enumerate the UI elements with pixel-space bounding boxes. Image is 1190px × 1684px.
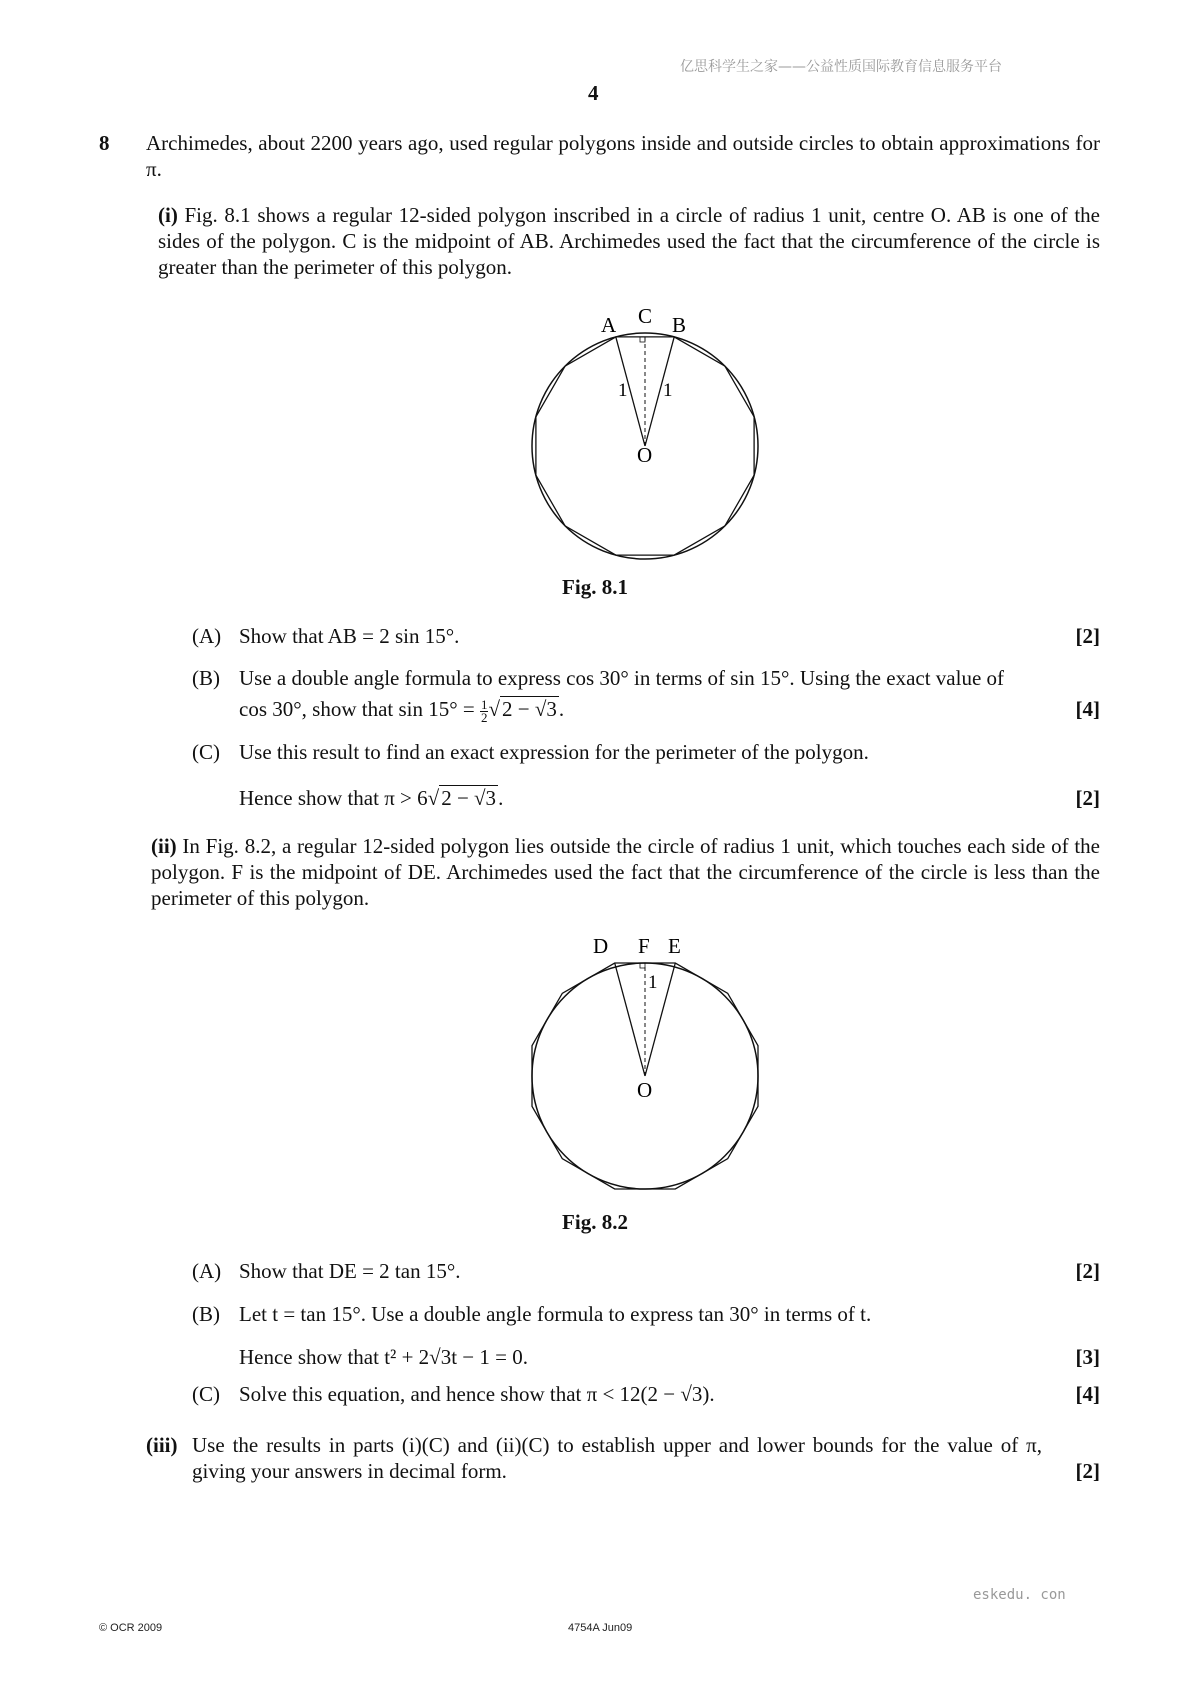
part-i-a-label: (A) (192, 624, 222, 648)
fig81-label-b: B (672, 313, 687, 337)
fig82-label-o: O (637, 1078, 653, 1102)
question-number: 8 (99, 131, 110, 155)
part-i-c-marks: [2] (1075, 786, 1100, 810)
part-i-label: (i) (158, 203, 178, 227)
part-i-a-text: Show that AB = 2 sin 15°. (239, 624, 460, 648)
part-i-b-line2: cos 30°, show that sin 15° = $\frac{1}{2}$ √2 − √3. (239, 696, 565, 725)
footer-copyright: © OCR 2009 (99, 1622, 163, 1634)
part-ii-b-line1: Let t = tan 15°. Use a double angle formula to express tan 30° in terms of t. (239, 1302, 872, 1326)
part-ii-a (192, 1258, 1100, 1284)
fig81-label-a: A (601, 313, 617, 337)
question-intro: Archimedes, about 2200 years ago, used regular polygons inside and outside circles to obtain approximations for π. (146, 131, 1100, 181)
fig81-right-angle (640, 337, 645, 342)
fig82-caption: Fig. 8.2 (562, 1210, 628, 1234)
fig82-label-d: D (593, 934, 609, 958)
part-ii-b-marks: [3] (1075, 1345, 1100, 1369)
figure-8-2 (520, 930, 770, 1200)
part-ii-c-label: (C) (192, 1382, 220, 1406)
fig82-label-f: F (638, 934, 650, 958)
fig82-label-e: E (668, 934, 681, 958)
footer-code: 4754A Jun09 (568, 1622, 633, 1634)
part-ii-a-text: Show that DE = 2 tan 15°. (239, 1259, 461, 1283)
header-watermark: 亿思科学生之家——公益性质国际教育信息服务平台 (680, 59, 1002, 75)
part-iii-text: Use the results in parts (i)(C) and (ii)(C) to establish upper and lower bounds for the value of π, giving your answers in decimal form. (192, 1433, 1042, 1483)
part-ii-text (151, 833, 1100, 911)
part-ii-c-text: Solve this equation, and hence show that π < 12(2 − √3). (239, 1382, 715, 1406)
part-i-c (192, 739, 1100, 819)
part-i-c-line2: Hence show that π > 6√2 − √3. (239, 786, 504, 810)
part-ii-b-line2: Hence show that t² + 2√3t − 1 = 0. (239, 1345, 528, 1369)
fig81-label-c: C (638, 304, 653, 328)
part-i-text (158, 202, 1100, 280)
part-i-b-label: (B) (192, 666, 220, 690)
fig81-caption: Fig. 8.1 (562, 575, 628, 599)
one-half-fraction: $\frac{1}{2}$ (480, 696, 488, 725)
part-ii-a-marks: [2] (1075, 1259, 1100, 1283)
part-iii-label: (iii) (146, 1433, 178, 1457)
fig81-label-r1: 1 (618, 380, 628, 401)
part-i-a-marks: [2] (1075, 624, 1100, 648)
part-i-c-label: (C) (192, 740, 220, 764)
part-ii-c (192, 1381, 1100, 1407)
part-ii-a-label: (A) (192, 1259, 222, 1283)
part-ii-label: (ii) (151, 834, 177, 858)
part-ii-body: In Fig. 8.2, a regular 12-sided polygon lies outside the circle of radius 1 unit, which touches each side of the polygon. F is the midpoint of DE. Archimedes used the fact that the circumference of the circle is less than the perimeter of this polygon. (151, 834, 1100, 910)
fig81-label-o: O (637, 443, 653, 467)
fig81-label-r2: 1 (663, 380, 673, 401)
page-number: 4 (588, 81, 599, 105)
part-iii-marks: [2] (1075, 1459, 1100, 1483)
part-i-c-line1: Use this result to find an exact expression for the perimeter of the polygon. (239, 740, 869, 764)
footer-watermark: eskedu. con (973, 1587, 1066, 1603)
part-ii-c-marks: [4] (1075, 1382, 1100, 1406)
part-i-b-line1: Use a double angle formula to express cos 30° in terms of sin 15°. Using the exact value of (239, 666, 1005, 690)
fig82-line-od (615, 963, 645, 1076)
part-i-body: Fig. 8.1 shows a regular 12-sided polygon inscribed in a circle of radius 1 unit, centre O. AB is one of the sides of the polygon. C is the midpoint of AB. Archimedes used the fact that the circumference of the circle is greater than the perimeter of this polygon. (158, 203, 1101, 279)
part-i-b-marks: [4] (1075, 697, 1100, 721)
part-ii-b-label: (B) (192, 1302, 220, 1326)
figure-8-1 (520, 300, 770, 565)
part-i-a (192, 623, 1100, 649)
part-ii-b (192, 1301, 1100, 1381)
fig82-label-r: 1 (648, 972, 658, 993)
part-i-b (192, 665, 1100, 725)
